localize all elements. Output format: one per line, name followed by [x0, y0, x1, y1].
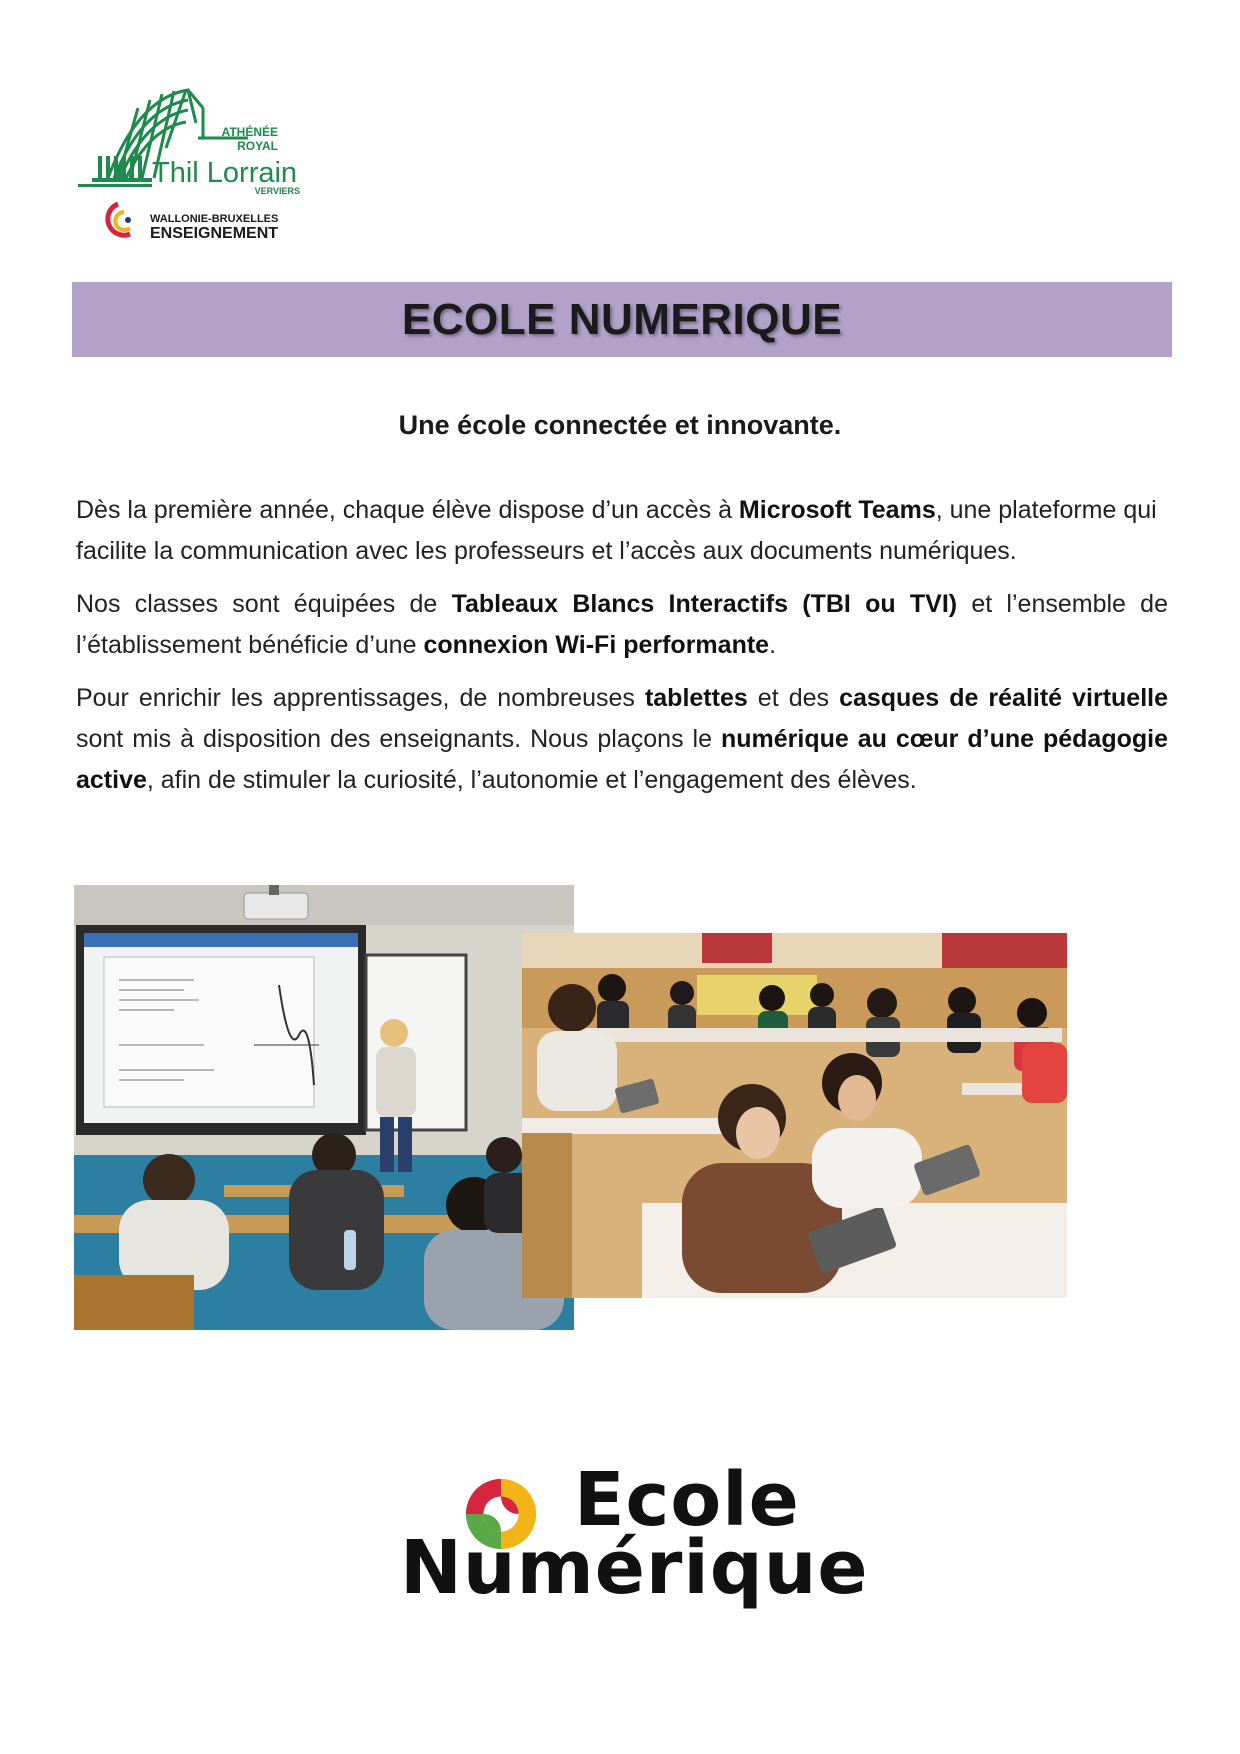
page-subtitle: Une école connectée et innovante.: [398, 410, 842, 440]
logo-network-line2: ENSEIGNEMENT: [150, 225, 279, 242]
logo-city-text: VERVIERS: [254, 186, 300, 196]
logo-athenee-text: ATHÉNÉE: [221, 125, 278, 139]
paragraph-3: [76, 678, 1168, 801]
students-tablets-photo: [522, 933, 1067, 1298]
p1-text-a: Dès la première année, chaque élève dispose d’un accès à: [76, 496, 739, 524]
logo-royal-text: ROYAL: [237, 139, 278, 153]
classroom-interactive-whiteboard-photo-icon: [74, 885, 574, 1330]
p3-bold-pedagogie: numérique au cœur d’une pédagogie active: [76, 725, 1168, 794]
p2-text-d: .: [769, 631, 777, 659]
p2-text-c: et l’ensemble de l’établissement bénéficie d’une: [76, 590, 1168, 659]
title-banner: [72, 282, 1172, 357]
body-text: [76, 490, 1168, 813]
p3-text-d: sont mis à disposition des enseignants. Nous plaçons le: [76, 725, 721, 753]
p3-bold-tablettes: tablettes: [644, 684, 748, 712]
p3-text-e: , afin de stimuler la curiosité, l’autonomie et l’engagement des élèves.: [146, 766, 917, 794]
p1-text-c: , une plateforme qui facilite la communication avec les professeurs et l’accès aux documents numériques.: [76, 496, 1157, 565]
logo-word-numerique: Numérique: [400, 1525, 869, 1611]
paragraph-2: [76, 584, 1168, 666]
page-title: ECOLE NUMERIQUE: [401, 294, 843, 344]
students-with-tablets-photo-icon: [522, 933, 1067, 1298]
logo-word-ecole: Ecole: [574, 1457, 800, 1543]
p2-bold-tbi: Tableaux Blancs Interactifs (TBI ou TVI): [451, 590, 958, 618]
p1-bold-teams: Microsoft Teams: [738, 496, 936, 524]
ecole-numerique-logo: [400, 1457, 869, 1625]
p2-bold-wifi: connexion Wi-Fi performante: [423, 631, 770, 659]
wbe-mark-icon: [108, 204, 131, 235]
classroom-whiteboard-photo: [74, 885, 574, 1330]
logo-network-line1: WALLONIE-BRUXELLES: [150, 213, 279, 225]
athenee-royal-logo: [78, 78, 318, 253]
logo-name-text: Thil Lorrain: [152, 157, 298, 189]
p3-text-a: Pour enrichir les apprentissages, de nombreuses: [76, 684, 645, 712]
p3-text-c: et des: [747, 684, 840, 712]
athenee-royal-thil-lorrain-logo-icon: [78, 78, 318, 253]
paragraph-1: [76, 490, 1168, 572]
p3-bold-vr: casques de réalité virtuelle: [839, 684, 1169, 712]
p2-text-a: Nos classes sont équipées de: [76, 590, 452, 618]
